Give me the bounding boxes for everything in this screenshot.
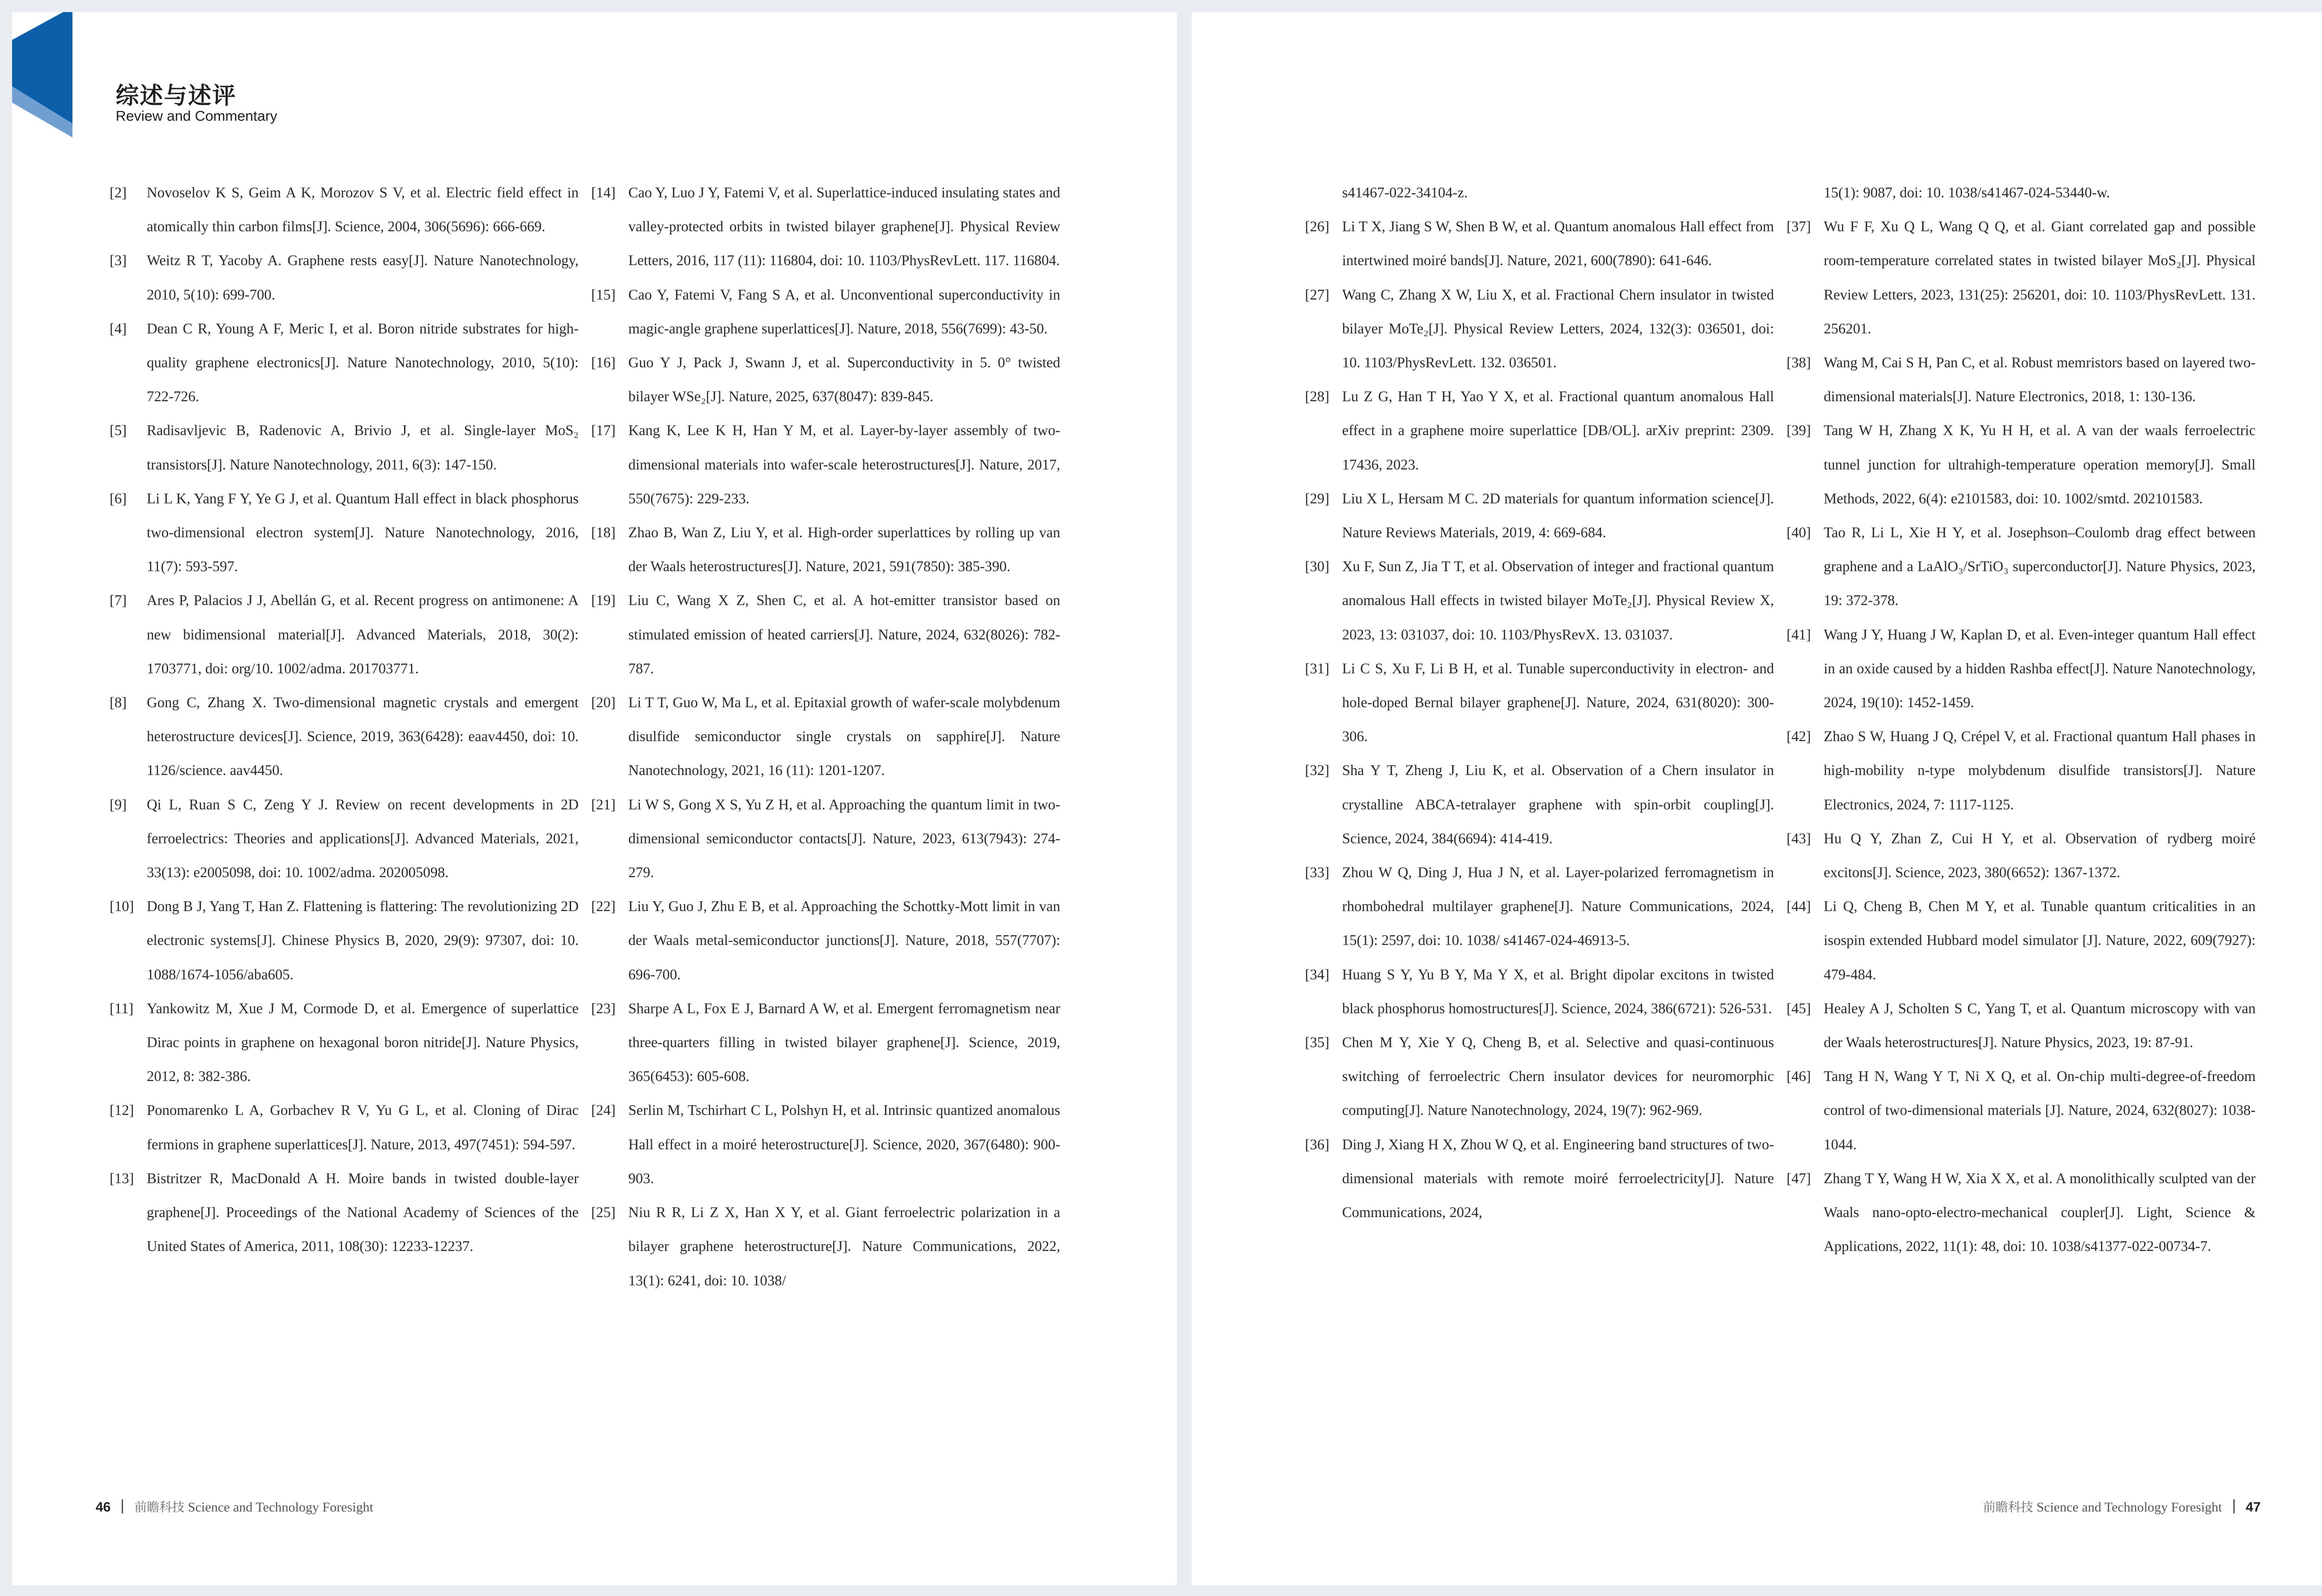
reference-text: Zhao S W, Huang J Q, Crépel V, et al. Fractional quantum Hall phases in high-mobility n-type molybdenum disulfide transistors[J]. Nature Electronics, 2024, 7: 1117-1125. — [1824, 728, 2256, 813]
reference-text: Sharpe A L, Fox E J, Barnard A W, et al. Emergent ferromagnetism near three-quarters filling in twisted bilayer graphene[J]. Science, 2019, 365(6453): 605-608. — [628, 1000, 1060, 1085]
reference-number: [22] — [591, 898, 616, 915]
reference-text: Ares P, Palacios J J, Abellán G, et al. Recent progress on antimonene: A new bidimensional material[J]. Advanced Materials, 2018, 30(2): 1703771, doi: org/10. 1002/adma. 201703771. — [147, 592, 579, 677]
reference-entry — [591, 176, 1060, 278]
reference-text: Wang C, Zhang X W, Liu X, et al. Fractional Chern insulator in twisted bilayer MoTe₂[J]. Physical Review Letters, 2024, 132(3): 036501, doi: 10. 1103/PhysRevLett. 132. 036501. — [1342, 286, 1774, 371]
reference-text: Healey A J, Scholten S C, Yang T, et al. Quantum microscopy with van der Waals heterostructures[J]. Nature Physics, 2023, 19: 87-91. — [1824, 1000, 2256, 1051]
reference-text: Niu R R, Li Z X, Han X Y, et al. Giant ferroelectric polarization in a bilayer graphene heterostructure[J]. Nature Communications, 2022, 13(1): 6241, doi: 10. 1038/ — [628, 1204, 1060, 1289]
reference-number: [27] — [1305, 286, 1330, 303]
reference-entry — [1305, 1025, 1774, 1127]
reference-text: Lu Z G, Han T H, Yao Y X, et al. Fractional quantum anomalous Hall effect in a graphene moire superlattice [DB/OL]. arXiv preprint: 2309. 17436, 2023. — [1342, 388, 1774, 473]
reference-text: Li L K, Yang F Y, Ye G J, et al. Quantum Hall effect in black phosphorus two-dimensional electron system[J]. Nature Nanotechnology, 2016, 11(7): 593-597. — [147, 490, 579, 575]
reference-number: [41] — [1787, 626, 1811, 643]
right-page — [1192, 12, 2322, 1585]
reference-number: [44] — [1787, 898, 1811, 915]
reference-number: [6] — [110, 490, 127, 507]
reference-number: [30] — [1305, 558, 1330, 575]
reference-entry — [1787, 413, 2256, 515]
reference-entry — [591, 1093, 1060, 1195]
reference-entry — [110, 583, 579, 685]
reference-number: [31] — [1305, 660, 1330, 677]
reference-number: [5] — [110, 422, 127, 439]
page-footer-right — [1983, 1497, 2261, 1515]
reference-entry — [110, 1093, 579, 1161]
journal-name-cn: 前瞻科技 — [134, 1500, 185, 1515]
reference-number: [16] — [591, 354, 616, 371]
reference-number: [32] — [1305, 762, 1330, 779]
reference-number: [29] — [1305, 490, 1330, 507]
reference-number: [24] — [591, 1102, 616, 1119]
reference-column-3 — [1305, 176, 1774, 1229]
reference-text: Weitz R T, Yacoby A. Graphene rests easy[J]. Nature Nanotechnology, 2010, 5(10): 699-700. — [147, 252, 579, 303]
reference-entry — [1787, 719, 2256, 821]
reference-entry — [1787, 209, 2256, 345]
section-subtitle: Review and Commentary — [116, 108, 278, 124]
reference-number: [2] — [110, 184, 127, 201]
reference-entry — [1305, 1127, 1774, 1230]
reference-text: Dong B J, Yang T, Han Z. Flattening is flattering: The revolutionizing 2D electronic systems[J]. Chinese Physics B, 2020, 29(9): 97307, doi: 10. 1088/1674-1056/aba605. — [147, 898, 579, 983]
reference-number: [28] — [1305, 388, 1330, 405]
reference-entry — [591, 345, 1060, 413]
reference-entry — [1787, 515, 2256, 618]
reference-text: Cao Y, Fatemi V, Fang S A, et al. Unconventional superconductivity in magic-angle graphene superlattices[J]. Nature, 2018, 556(7699): 43-50. — [628, 286, 1060, 337]
reference-text: Li T X, Jiang S W, Shen B W, et al. Quantum anomalous Hall effect from intertwined moiré bands[J]. Nature, 2021, 600(7890): 641-646. — [1342, 218, 1774, 269]
reference-text: Gong C, Zhang X. Two-dimensional magnetic crystals and emergent heterostructure devices[J]. Science, 2019, 363(6428): eaav4450, doi: 10. 1126/science. aav4450. — [147, 694, 579, 779]
reference-entry — [110, 482, 579, 584]
reference-number: [38] — [1787, 354, 1811, 371]
reference-entry — [1305, 958, 1774, 1025]
reference-entry — [1787, 345, 2256, 413]
reference-text: Huang S Y, Yu B Y, Ma Y X, et al. Bright dipolar excitons in twisted black phosphorus homostructures[J]. Science, 2024, 386(6721): 526-531. — [1342, 966, 1774, 1016]
reference-text: Li Q, Cheng B, Chen M Y, et al. Tunable quantum criticalities in an isospin extended Hubbard model simulator [J]. Nature, 2022, 609(7927): 479-484. — [1824, 898, 2256, 983]
reference-entry — [1787, 1059, 2256, 1161]
reference-text: Radisavljevic B, Radenovic A, Brivio J, et al. Single-layer MoS₂ transistors[J]. Nature Nanotechnology, 2011, 6(3): 147-150. — [147, 422, 579, 473]
reference-entry — [1787, 991, 2256, 1059]
reference-entry — [591, 788, 1060, 890]
reference-number: [33] — [1305, 864, 1330, 881]
reference-entry — [110, 889, 579, 991]
reference-number: [43] — [1787, 830, 1811, 847]
reference-text: Zhou W Q, Ding J, Hua J N, et al. Layer-polarized ferromagnetism in rhombohedral multilayer graphene[J]. Nature Communications, 2024, 15(1): 2597, doi: 10. 1038/ s41467-024-46913-5. — [1342, 864, 1774, 949]
reference-text: Liu C, Wang X Z, Shen C, et al. A hot-emitter transistor based on stimulated emission of heated carriers[J]. Nature, 2024, 632(8026): 782-787. — [628, 592, 1060, 677]
reference-text: Zhao B, Wan Z, Liu Y, et al. High-order superlattices by rolling up van der Waals heterostructures[J]. Nature, 2021, 591(7850): 385-390. — [628, 524, 1060, 575]
journal-name-cn: 前瞻科技 — [1983, 1500, 2034, 1515]
reference-entry — [591, 991, 1060, 1094]
journal-name-en: Science and Technology Foresight — [2036, 1500, 2222, 1515]
reference-entry — [591, 1195, 1060, 1297]
reference-entry — [1787, 176, 2256, 209]
reference-text: Tang W H, Zhang X K, Yu H H, et al. A van der waals ferroelectric tunnel junction for ultrahigh-temperature operation memory[J]. Small Methods, 2022, 6(4): e2101583, doi: 10. 1002/smtd. 202101583. — [1824, 422, 2256, 507]
reference-text: Tang H N, Wang Y T, Ni X Q, et al. On-chip multi-degree-of-freedom control of two-dimensional materials [J]. Nature, 2024, 632(8027): 1038-1044. — [1824, 1068, 2256, 1153]
reference-text: Kang K, Lee K H, Han Y M, et al. Layer-by-layer assembly of two-dimensional materials into wafer-scale heterostructures[J]. Nature, 2017, 550(7675): 229-233. — [628, 422, 1060, 507]
reference-text: Li C S, Xu F, Li B H, et al. Tunable superconductivity in electron- and hole-doped Bernal bilayer graphene[J]. Nature, 2024, 631(8020): 300-306. — [1342, 660, 1774, 745]
reference-number: [26] — [1305, 218, 1330, 235]
left-page — [12, 12, 1177, 1585]
reference-text: Wu F F, Xu Q L, Wang Q Q, et al. Giant correlated gap and possible room-temperature correlated states in twisted bilayer MoS₂[J]. Physical Review Letters, 2023, 131(25): 256201, doi: 10. 1103/PhysRevLett. 131. 256201. — [1824, 218, 2256, 337]
page-number: 47 — [2245, 1500, 2261, 1515]
reference-number: [47] — [1787, 1170, 1811, 1186]
reference-entry — [1305, 549, 1774, 651]
reference-number: [8] — [110, 694, 127, 711]
reference-text: Li W S, Gong X S, Yu Z H, et al. Approaching the quantum limit in two-dimensional semiconductor contacts[J]. Nature, 2023, 613(7943): 274-279. — [628, 796, 1060, 881]
reference-text: Zhang T Y, Wang H W, Xia X X, et al. A monolithically sculpted van der Waals nano-opto-electro-mechanical coupler[J]. Light, Science & Applications, 2022, 11(1): 48, doi: 10. 1038/s41377-022-00734-7. — [1824, 1170, 2256, 1255]
reference-text: Novoselov K S, Geim A K, Morozov S V, et al. Electric field effect in atomically thin carbon films[J]. Science, 2004, 306(5696): 666-669. — [147, 184, 579, 235]
reference-entry — [1787, 1161, 2256, 1264]
reference-entry — [591, 413, 1060, 515]
reference-text: Cao Y, Luo J Y, Fatemi V, et al. Superlattice-induced insulating states and valley-protected orbits in twisted bilayer graphene[J]. Physical Review Letters, 2016, 117 (11): 116804, doi: 10. 1103/PhysRevLett. 117. 116804. — [628, 184, 1060, 269]
reference-entry — [1305, 855, 1774, 958]
reference-entry — [1305, 753, 1774, 855]
reference-number: [3] — [110, 252, 127, 269]
reference-number: [35] — [1305, 1034, 1330, 1051]
reference-number: [46] — [1787, 1068, 1811, 1085]
reference-number: [39] — [1787, 422, 1811, 439]
reference-text: Bistritzer R, MacDonald A H. Moire bands in twisted double-layer graphene[J]. Proceedings of the National Academy of Sciences of the United States of America, 2011, 108(30): 12233-12237. — [147, 1170, 579, 1255]
reference-number: [17] — [591, 422, 616, 439]
reference-number: [9] — [110, 796, 127, 813]
page-footer-left — [96, 1497, 373, 1515]
reference-entry — [591, 515, 1060, 583]
reference-entry — [1787, 889, 2256, 991]
reference-entry — [110, 991, 579, 1094]
reference-text: Liu Y, Guo J, Zhu E B, et al. Approaching the Schottky-Mott limit in van der Waals metal-semiconductor junctions[J]. Nature, 2018, 557(7707): 696-700. — [628, 898, 1060, 983]
reference-number: [11] — [110, 1000, 134, 1016]
reference-entry — [1305, 209, 1774, 277]
journal-name-en: Science and Technology Foresight — [188, 1500, 373, 1515]
reference-number: [4] — [110, 320, 127, 337]
reference-column-1 — [110, 176, 579, 1264]
reference-number: [19] — [591, 592, 616, 609]
reference-number: [10] — [110, 898, 134, 915]
reference-entry — [591, 583, 1060, 685]
reference-text: Sha Y T, Zheng J, Liu K, et al. Observation of a Chern insulator in crystalline ABCA-tetralayer graphene with spin-orbit coupling[J]. Science, 2024, 384(6694): 414-419. — [1342, 762, 1774, 847]
reference-column-4 — [1787, 176, 2256, 1264]
reference-text: Ponomarenko L A, Gorbachev R V, Yu G L, et al. Cloning of Dirac fermions in graphene superlattices[J]. Nature, 2013, 497(7451): 594-597. — [147, 1102, 579, 1153]
reference-text: Hu Q Y, Zhan Z, Cui H Y, et al. Observation of rydberg moiré excitons[J]. Science, 2023, 380(6652): 1367-1372. — [1824, 830, 2256, 881]
reference-number: [14] — [591, 184, 616, 201]
reference-entry — [591, 889, 1060, 991]
reference-number: [20] — [591, 694, 616, 711]
reference-text: Yankowitz M, Xue J M, Cormode D, et al. Emergence of superlattice Dirac points in graphene on hexagonal boron nitride[J]. Nature Physics, 2012, 8: 382-386. — [147, 1000, 579, 1085]
reference-entry — [591, 685, 1060, 788]
reference-text: Wang M, Cai S H, Pan C, et al. Robust memristors based on layered two-dimensional materials[J]. Nature Electronics, 2018, 1: 130-136. — [1824, 354, 2256, 405]
reference-text: s41467-022-34104-z. — [1342, 184, 1468, 201]
reference-number: [40] — [1787, 524, 1811, 541]
reference-number: [45] — [1787, 1000, 1811, 1016]
footer-divider — [122, 1499, 123, 1513]
reference-number: [13] — [110, 1170, 134, 1186]
reference-entry — [110, 312, 579, 414]
reference-number: [36] — [1305, 1136, 1330, 1153]
reference-text: Serlin M, Tschirhart C L, Polshyn H, et al. Intrinsic quantized anomalous Hall effect in a moiré heterostructure[J]. Science, 2020, 367(6480): 900-903. — [628, 1102, 1060, 1186]
reference-text: Wang J Y, Huang J W, Kaplan D, et al. Even-integer quantum Hall effect in an oxide caused by a hidden Rashba effect[J]. Nature Nanotechnology, 2024, 19(10): 1452-1459. — [1824, 626, 2256, 711]
reference-number: [42] — [1787, 728, 1811, 745]
header-decoration-icon — [12, 12, 96, 137]
reference-entry — [110, 685, 579, 788]
reference-column-2 — [591, 176, 1060, 1297]
reference-number: [15] — [591, 286, 616, 303]
reference-entry — [110, 243, 579, 311]
reference-text: Liu X L, Hersam M C. 2D materials for quantum information science[J]. Nature Reviews Materials, 2019, 4: 669-684. — [1342, 490, 1774, 541]
reference-number: [7] — [110, 592, 127, 609]
reference-text: 15(1): 9087, doi: 10. 1038/s41467-024-53440-w. — [1824, 184, 2110, 201]
reference-entry — [110, 788, 579, 890]
reference-number: [23] — [591, 1000, 616, 1016]
reference-text: Li T T, Guo W, Ma L, et al. Epitaxial growth of wafer-scale molybdenum disulfide semiconductor single crystals on sapphire[J]. Nature Nanotechnology, 2021, 16 (11): 1201-1207. — [628, 694, 1060, 779]
section-title: 综述与述评 — [116, 82, 236, 109]
reference-entry — [1305, 379, 1774, 482]
reference-entry — [1787, 821, 2256, 889]
reference-number: [18] — [591, 524, 616, 541]
reference-text: Qi L, Ruan S C, Zeng Y J. Review on recent developments in 2D ferroelectrics: Theories and applications[J]. Advanced Materials, 2021, 33(13): e2005098, doi: 10. 1002/adma. 202005098. — [147, 796, 579, 881]
reference-text: Guo Y J, Pack J, Swann J, et al. Superconductivity in 5. 0° twisted bilayer WSe₂[J]. Nature, 2025, 637(8047): 839-845. — [628, 354, 1060, 405]
reference-entry — [1305, 651, 1774, 754]
reference-entry — [1787, 618, 2256, 720]
reference-entry — [1305, 482, 1774, 549]
reference-text: Xu F, Sun Z, Jia T T, et al. Observation of integer and fractional quantum anomalous Hall effects in twisted bilayer MoTe₂[J]. Physical Review X, 2023, 13: 031037, doi: 10. 1103/PhysRevX. 13. 031037. — [1342, 558, 1774, 643]
reference-entry — [591, 278, 1060, 345]
reference-entry — [110, 176, 579, 243]
reference-number: [12] — [110, 1102, 134, 1119]
reference-text: Tao R, Li L, Xie H Y, et al. Josephson–Coulomb drag effect between graphene and a LaAlO₃/SrTiO₃ superconductor[J]. Nature Physics, 2023, 19: 372-378. — [1824, 524, 2256, 609]
reference-number: [37] — [1787, 218, 1811, 235]
reference-text: Chen M Y, Xie Y Q, Cheng B, et al. Selective and quasi-continuous switching of ferroelectric Chern insulator devices for neuromorphic computing[J]. Nature Nanotechnology, 2024, 19(7): 962-969. — [1342, 1034, 1774, 1119]
reference-entry — [1305, 176, 1774, 209]
reference-number: [21] — [591, 796, 616, 813]
reference-entry — [1305, 278, 1774, 380]
reference-text: Dean C R, Young A F, Meric I, et al. Boron nitride substrates for high-quality graphene electronics[J]. Nature Nanotechnology, 2010, 5(10): 722-726. — [147, 320, 579, 405]
footer-divider — [2233, 1499, 2235, 1513]
page-number: 46 — [96, 1500, 111, 1515]
reference-text: Ding J, Xiang H X, Zhou W Q, et al. Engineering band structures of two-dimensional materials with remote moiré ferroelectricity[J]. Nature Communications, 2024, — [1342, 1136, 1774, 1221]
reference-entry — [110, 413, 579, 481]
reference-entry — [110, 1161, 579, 1264]
reference-number: [34] — [1305, 966, 1330, 983]
reference-number: [25] — [591, 1204, 616, 1221]
